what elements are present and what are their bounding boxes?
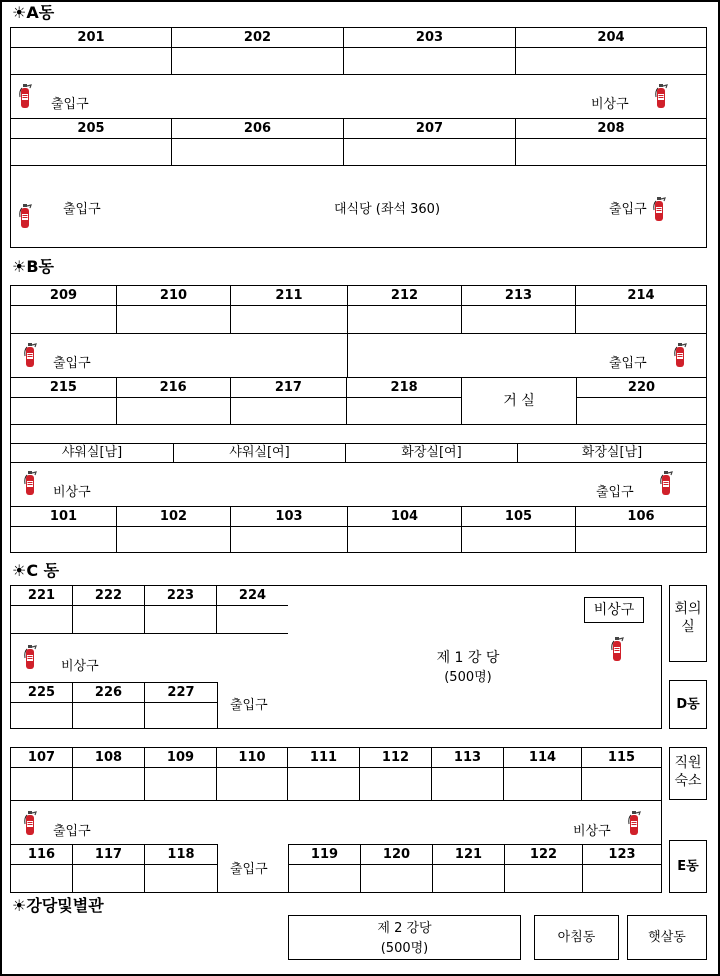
room-226: 226 (73, 683, 145, 702)
b-entrance-right: 출입구 (609, 356, 647, 371)
room-110: 110 (217, 748, 288, 767)
room-118: 118 (167, 847, 195, 862)
hall-2-capacity: (500명) (380, 941, 429, 956)
room-222: 222 (73, 586, 145, 605)
b-entrance-left: 출입구 (53, 356, 91, 371)
hall-1 (288, 585, 662, 729)
fire-extinguisher-icon (23, 470, 37, 496)
room-206: 206 (172, 119, 344, 138)
room-217: 217 (231, 378, 348, 397)
room-207: 207 (344, 119, 516, 138)
room-201: 201 (11, 28, 172, 47)
room-227: 227 (167, 685, 195, 700)
section-c-title: ☀C 동 (12, 561, 60, 580)
b-building (10, 285, 707, 553)
room-117: 117 (73, 845, 145, 864)
room-220: 220 (627, 380, 656, 395)
room-221: 221 (11, 586, 73, 605)
room-102: 102 (117, 507, 231, 526)
room-101: 101 (11, 507, 117, 526)
room-215: 215 (11, 378, 117, 397)
room-106: 106 (627, 509, 655, 524)
hall-1-title: 제 1 강 당 (436, 650, 500, 666)
room-225: 225 (11, 683, 73, 702)
meeting-room: 회의 실 (669, 585, 707, 662)
c-entrance-bottom: 출입구 (230, 862, 268, 877)
a-entrance-bottom-left: 출입구 (63, 202, 101, 217)
b-divider (347, 334, 348, 377)
section-a-title: ☀A동 (12, 3, 55, 22)
b-emergency-exit-left: 비상구 (53, 485, 91, 500)
room-107: 107 (11, 748, 73, 767)
fire-extinguisher-icon (654, 83, 668, 109)
d-building: D동 (669, 680, 707, 729)
room-109: 109 (145, 748, 217, 767)
room-114: 114 (504, 748, 582, 767)
room-122: 122 (505, 845, 583, 864)
fire-extinguisher-icon (23, 342, 37, 368)
b-entrance-right-2: 출입구 (596, 485, 634, 500)
a-building (10, 27, 707, 248)
hall-1-capacity: (500명) (444, 670, 492, 685)
room-212: 212 (348, 286, 462, 305)
b-restroom-women: 화장실[여] (346, 444, 518, 462)
room-120: 120 (361, 845, 433, 864)
fire-extinguisher-icon (18, 83, 32, 109)
room-209: 209 (11, 286, 117, 305)
c-lower-block (10, 747, 662, 893)
hall-2-title: 제 2 강당 (377, 921, 432, 936)
a-cafeteria: 대식당 (좌석 360) (334, 202, 441, 217)
room-103: 103 (231, 507, 348, 526)
room-223: 223 (145, 586, 217, 605)
b-shower-women: 샤워실[여] (174, 444, 346, 462)
room-108: 108 (73, 748, 145, 767)
c-upper-left-block (10, 585, 289, 729)
room-216: 216 (117, 378, 231, 397)
b-living-room: 거 실 (503, 393, 535, 409)
room-218: 218 (390, 380, 418, 395)
room-208: 208 (597, 121, 625, 136)
fire-extinguisher-icon (23, 810, 37, 836)
hall-2 (288, 915, 521, 960)
c-entrance-lower-left: 출입구 (53, 824, 91, 839)
room-121: 121 (433, 845, 505, 864)
room-210: 210 (117, 286, 231, 305)
staff-dormitory: 직원 숙소 (669, 747, 707, 800)
room-213: 213 (462, 286, 576, 305)
fire-extinguisher-icon (610, 636, 624, 662)
room-113: 113 (432, 748, 504, 767)
room-224: 224 (238, 588, 267, 603)
a-entrance-bottom-right: 출입구 (609, 202, 647, 217)
hall-emergency-exit: 비상구 (584, 597, 644, 623)
c-emergency-exit-left: 비상구 (61, 659, 99, 674)
room-205: 205 (11, 119, 172, 138)
fire-extinguisher-icon (18, 203, 32, 229)
room-204: 204 (597, 30, 625, 45)
b-restroom-men: 화장실[남] (581, 445, 643, 460)
e-building: E동 (669, 840, 707, 893)
c-emergency-exit-lower-right: 비상구 (573, 824, 611, 839)
a-emergency-exit-right: 비상구 (591, 97, 629, 112)
morning-building: 아침동 (534, 915, 619, 960)
room-203: 203 (344, 28, 516, 47)
section-b-title: ☀B동 (12, 257, 54, 276)
room-116: 116 (11, 845, 73, 864)
fire-extinguisher-icon (652, 196, 666, 222)
room-214: 214 (627, 288, 655, 303)
room-115: 115 (607, 750, 636, 765)
fire-extinguisher-icon (23, 644, 37, 670)
section-annex-title: ☀강당및별관 (12, 896, 104, 915)
room-105: 105 (462, 507, 576, 526)
fire-extinguisher-icon (627, 810, 641, 836)
room-211: 211 (231, 286, 348, 305)
room-123: 123 (608, 847, 636, 862)
fire-extinguisher-icon (673, 342, 687, 368)
room-104: 104 (348, 507, 462, 526)
room-202: 202 (172, 28, 344, 47)
room-119: 119 (289, 845, 361, 864)
fire-extinguisher-icon (659, 470, 673, 496)
a-entrance-left: 출입구 (51, 97, 89, 112)
c-entrance-mid: 출입구 (230, 698, 268, 713)
b-shower-men: 샤워실[남] (11, 444, 174, 462)
sunlight-building: 햇살동 (627, 915, 707, 960)
room-112: 112 (360, 748, 432, 767)
room-111: 111 (288, 748, 360, 767)
